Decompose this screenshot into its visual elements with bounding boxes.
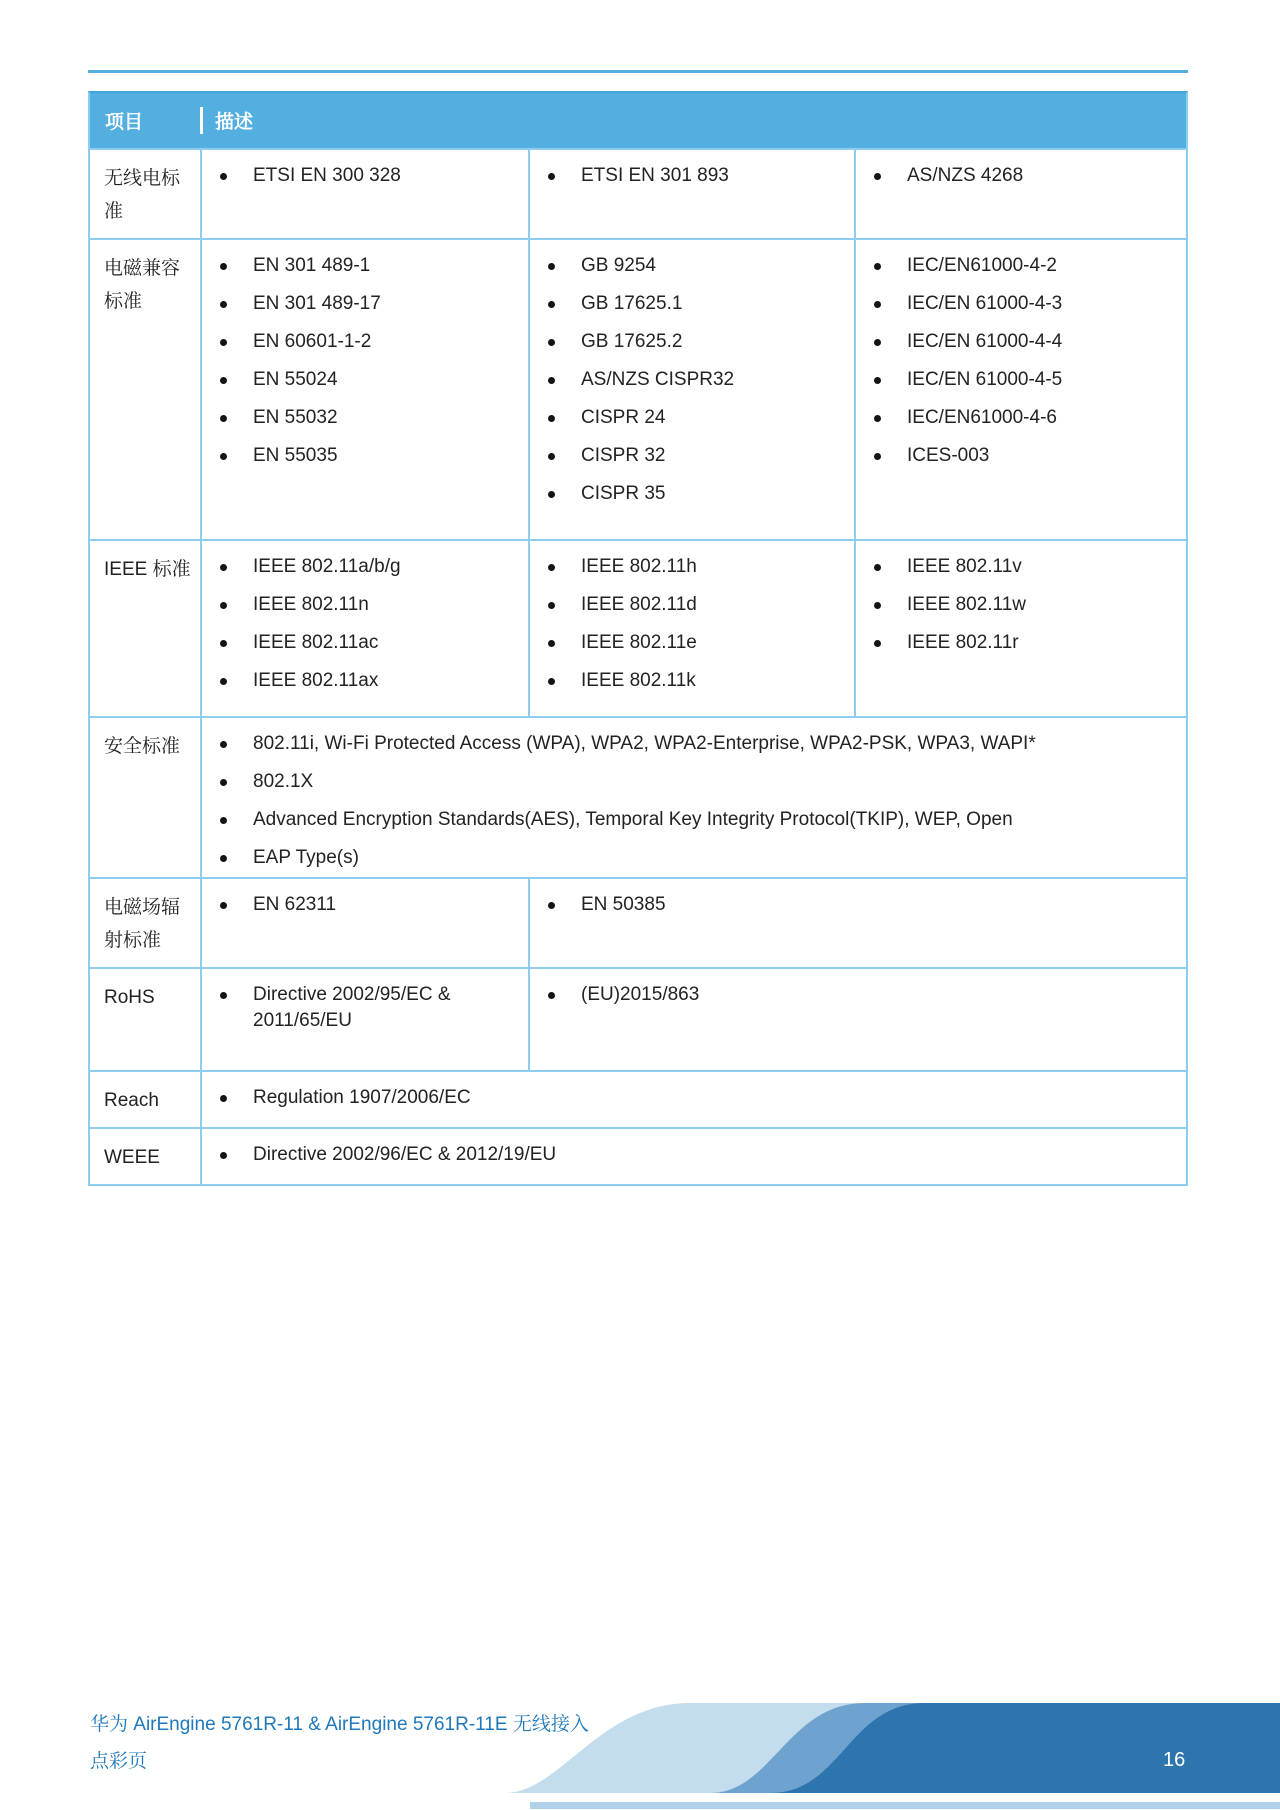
bullet-text: 802.1X bbox=[253, 771, 314, 792]
bullet-text: IEEE 802.11w bbox=[907, 594, 1027, 615]
bullet-item bbox=[872, 163, 1176, 189]
bullet-text: Advanced Encryption Standards(AES), Temporal Key Integrity Protocol(TKIP), WEP, Open bbox=[253, 809, 1013, 830]
bullet-dot-icon bbox=[548, 992, 555, 999]
bullet-item bbox=[546, 367, 844, 393]
bullet-dot-icon bbox=[220, 263, 227, 270]
bullet-item bbox=[872, 291, 1176, 317]
bullet-text: IEC/EN61000-4-2 bbox=[907, 255, 1057, 276]
bullet-dot-icon bbox=[874, 339, 881, 346]
bullet-text: AS/NZS CISPR32 bbox=[581, 369, 735, 390]
bullet-item bbox=[872, 329, 1176, 355]
table-row bbox=[90, 238, 1186, 539]
bullet-text: IEC/EN 61000-4-4 bbox=[907, 331, 1063, 352]
bullet-dot-icon bbox=[220, 640, 227, 647]
desc-cell bbox=[200, 879, 528, 967]
bullet-item bbox=[872, 443, 1176, 469]
table-header-desc-col: 描述 bbox=[200, 107, 1186, 134]
bullet-item bbox=[546, 892, 1176, 918]
bullet-item bbox=[218, 769, 1176, 795]
bullet-text: GB 9254 bbox=[581, 255, 656, 276]
bullet-text: EN 55035 bbox=[253, 445, 338, 466]
bullet-dot-icon bbox=[220, 602, 227, 609]
bullet-dot-icon bbox=[220, 173, 227, 180]
bullet-text: 802.11i, Wi-Fi Protected Access (WPA), WPA2, WPA2-Enterprise, WPA2-PSK, WPA3, WAPI* bbox=[253, 733, 1036, 754]
desc-cell bbox=[854, 240, 1186, 539]
bullet-text: IEEE 802.11ax bbox=[253, 670, 379, 691]
bullet-dot-icon bbox=[548, 415, 555, 422]
bullet-dot-icon bbox=[548, 491, 555, 498]
bullet-text: EN 301 489-1 bbox=[253, 255, 371, 276]
bullet-text: IEEE 802.11k bbox=[581, 670, 696, 691]
bullet-dot-icon bbox=[220, 992, 227, 999]
bullet-text: IEEE 802.11v bbox=[907, 556, 1022, 577]
bullet-item bbox=[546, 405, 844, 431]
bullet-text: AS/NZS 4268 bbox=[907, 165, 1024, 186]
bullet-dot-icon bbox=[220, 415, 227, 422]
bullet-item bbox=[218, 845, 1176, 871]
bullet-item bbox=[218, 163, 518, 189]
bullet-text: ETSI EN 301 893 bbox=[581, 165, 729, 186]
bullet-dot-icon bbox=[548, 602, 555, 609]
bullet-text: EN 301 489-17 bbox=[253, 293, 381, 314]
bullet-dot-icon bbox=[874, 564, 881, 571]
desc-cell bbox=[854, 150, 1186, 238]
bullet-text: IEC/EN 61000-4-3 bbox=[907, 293, 1063, 314]
bullet-item bbox=[546, 481, 844, 507]
bullet-text: EN 55032 bbox=[253, 407, 338, 428]
bullet-dot-icon bbox=[874, 602, 881, 609]
bullet-dot-icon bbox=[874, 173, 881, 180]
bullet-item bbox=[546, 329, 844, 355]
bullet-dot-icon bbox=[548, 173, 555, 180]
row-label: WEEE bbox=[104, 1147, 160, 1168]
desc-cell bbox=[200, 718, 1186, 877]
bullet-dot-icon bbox=[548, 453, 555, 460]
bullet-dot-icon bbox=[220, 453, 227, 460]
bullet-text: CISPR 24 bbox=[581, 407, 666, 428]
bullet-dot-icon bbox=[874, 640, 881, 647]
desc-cell bbox=[528, 150, 854, 238]
spec-table-body bbox=[90, 148, 1186, 1184]
desc-cell bbox=[200, 969, 528, 1070]
footer-doc-title-line2: 点彩页 bbox=[90, 1751, 148, 1772]
bullet-dot-icon bbox=[220, 779, 227, 786]
bullet-text: EN 62311 bbox=[253, 894, 337, 915]
top-divider-rule bbox=[88, 70, 1188, 73]
bullet-dot-icon bbox=[874, 453, 881, 460]
bullet-text: ICES-003 bbox=[907, 445, 990, 466]
row-label: Reach bbox=[104, 1090, 159, 1111]
bullet-text: IEEE 802.11d bbox=[581, 594, 697, 615]
bullet-item bbox=[872, 630, 1176, 656]
table-row bbox=[90, 1070, 1186, 1127]
bullet-dot-icon bbox=[548, 640, 555, 647]
bullet-item bbox=[218, 405, 518, 431]
row-label: 安全标准 bbox=[104, 736, 181, 757]
bullet-text: ETSI EN 300 328 bbox=[253, 165, 401, 186]
bullet-item bbox=[546, 163, 844, 189]
desc-cell bbox=[528, 541, 854, 716]
footer-doc-title-line1: 华为 AirEngine 5761R-11 & AirEngine 5761R-11E 无线接入 bbox=[90, 1714, 589, 1735]
bullet-dot-icon bbox=[220, 1152, 227, 1159]
footer-wave-graphic bbox=[0, 1700, 1280, 1810]
bullet-item bbox=[872, 405, 1176, 431]
bullet-dot-icon bbox=[874, 415, 881, 422]
bullet-item bbox=[546, 982, 1176, 1008]
page-number: 16 bbox=[1163, 1749, 1186, 1771]
bullet-text: IEEE 802.11a/b/g bbox=[253, 556, 401, 577]
bullet-text: EN 60601-1-2 bbox=[253, 331, 372, 352]
bullet-dot-icon bbox=[548, 301, 555, 308]
bullet-item bbox=[872, 592, 1176, 618]
bullet-item bbox=[218, 367, 518, 393]
table-row bbox=[90, 716, 1186, 877]
bullet-text: GB 17625.1 bbox=[581, 293, 683, 314]
bullet-text: EN 50385 bbox=[581, 894, 666, 915]
bullet-dot-icon bbox=[220, 1095, 227, 1102]
table-row bbox=[90, 967, 1186, 1070]
bullet-item bbox=[218, 731, 1176, 757]
bullet-dot-icon bbox=[874, 301, 881, 308]
desc-cell bbox=[854, 541, 1186, 716]
table-row bbox=[90, 539, 1186, 716]
bullet-item bbox=[872, 253, 1176, 279]
bullet-item bbox=[872, 554, 1176, 580]
bullet-item bbox=[546, 592, 844, 618]
bullet-dot-icon bbox=[548, 263, 555, 270]
bullet-item bbox=[218, 1085, 1176, 1111]
bullet-item bbox=[218, 1142, 1176, 1168]
bullet-dot-icon bbox=[220, 741, 227, 748]
row-label: 无线电标准 bbox=[104, 168, 181, 222]
bullet-item bbox=[546, 253, 844, 279]
desc-cell bbox=[200, 240, 528, 539]
bullet-dot-icon bbox=[548, 377, 555, 384]
bullet-text: IEEE 802.11e bbox=[581, 632, 697, 653]
bullet-text: EAP Type(s) bbox=[253, 847, 359, 868]
row-label: 电磁场辐射标准 bbox=[104, 897, 181, 951]
bullet-item bbox=[546, 554, 844, 580]
desc-cell bbox=[200, 1072, 1186, 1127]
bullet-item bbox=[218, 668, 518, 694]
bullet-item bbox=[218, 554, 518, 580]
bullet-dot-icon bbox=[220, 817, 227, 824]
bullet-item bbox=[872, 367, 1176, 393]
bullet-item bbox=[218, 807, 1176, 833]
bullet-item bbox=[218, 630, 518, 656]
spec-table bbox=[88, 91, 1188, 1186]
bullet-dot-icon bbox=[548, 564, 555, 571]
row-label: IEEE 标准 bbox=[104, 559, 191, 580]
bottom-strip-shape bbox=[530, 1802, 1280, 1809]
bullet-item bbox=[546, 291, 844, 317]
desc-cell bbox=[528, 240, 854, 539]
bullet-dot-icon bbox=[874, 263, 881, 270]
bullet-item bbox=[546, 630, 844, 656]
bullet-item bbox=[546, 668, 844, 694]
bullet-item bbox=[218, 982, 518, 1034]
bullet-text: IEEE 802.11h bbox=[581, 556, 697, 577]
desc-cell bbox=[200, 150, 528, 238]
bullet-text: CISPR 32 bbox=[581, 445, 666, 466]
bullet-dot-icon bbox=[220, 902, 227, 909]
bullet-item bbox=[218, 329, 518, 355]
bullet-text: IEEE 802.11r bbox=[907, 632, 1019, 653]
bullet-dot-icon bbox=[220, 377, 227, 384]
bullet-text: IEEE 802.11n bbox=[253, 594, 369, 615]
bullet-dot-icon bbox=[220, 301, 227, 308]
bullet-text: GB 17625.2 bbox=[581, 331, 683, 352]
bullet-item bbox=[218, 592, 518, 618]
table-header-item-col: 项目 bbox=[105, 112, 144, 133]
bullet-text: IEC/EN 61000-4-5 bbox=[907, 369, 1063, 390]
bullet-text: EN 55024 bbox=[253, 369, 338, 390]
bullet-dot-icon bbox=[548, 902, 555, 909]
bullet-item bbox=[218, 291, 518, 317]
table-row bbox=[90, 877, 1186, 967]
bullet-text: Directive 2002/95/EC & 2011/65/EU bbox=[253, 984, 451, 1031]
table-header-row bbox=[90, 93, 1186, 148]
table-row bbox=[90, 148, 1186, 238]
bullet-dot-icon bbox=[874, 377, 881, 384]
bullet-item bbox=[218, 253, 518, 279]
bullet-item bbox=[218, 892, 518, 918]
bullet-text: CISPR 35 bbox=[581, 483, 666, 504]
bullet-text: Regulation 1907/2006/EC bbox=[253, 1087, 471, 1108]
bullet-item bbox=[546, 443, 844, 469]
bullet-dot-icon bbox=[220, 564, 227, 571]
bullet-dot-icon bbox=[220, 339, 227, 346]
bullet-text: (EU)2015/863 bbox=[581, 984, 700, 1005]
desc-cell bbox=[200, 1129, 1186, 1184]
bullet-dot-icon bbox=[548, 678, 555, 685]
row-label: RoHS bbox=[104, 987, 155, 1008]
bullet-dot-icon bbox=[220, 855, 227, 862]
desc-cell bbox=[200, 541, 528, 716]
desc-cell bbox=[528, 879, 1186, 967]
bullet-dot-icon bbox=[220, 678, 227, 685]
table-row bbox=[90, 1127, 1186, 1184]
bullet-text: IEC/EN61000-4-6 bbox=[907, 407, 1057, 428]
bullet-text: Directive 2002/96/EC & 2012/19/EU bbox=[253, 1144, 557, 1165]
row-label: 电磁兼容标准 bbox=[104, 258, 181, 312]
desc-cell bbox=[528, 969, 1186, 1070]
bullet-item bbox=[218, 443, 518, 469]
bullet-text: IEEE 802.11ac bbox=[253, 632, 379, 653]
bullet-dot-icon bbox=[548, 339, 555, 346]
